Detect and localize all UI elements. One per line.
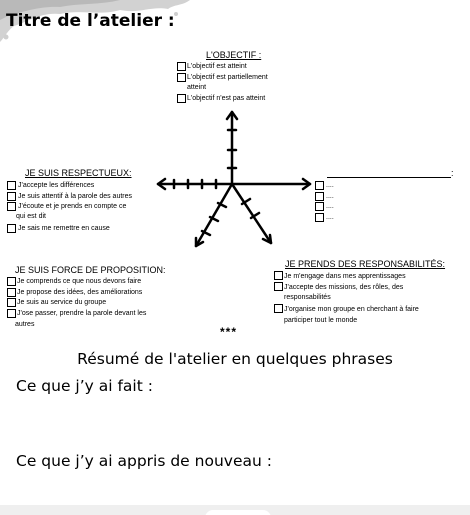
respectueux-heading: JE SUIS RESPECTUEUX:: [25, 168, 132, 178]
proposition-checkbox-3[interactable]: [7, 298, 16, 307]
objectif-option-3: L'objectif n'est pas atteint: [187, 95, 266, 102]
question-done: Ce que j’y ai fait :: [16, 377, 153, 395]
respectueux-checkbox-2[interactable]: [7, 192, 16, 201]
responsabilites-option-2: J'accepte des missions, des rôles, des: [284, 284, 404, 291]
respectueux-option-3-cont: qui est dit: [16, 213, 46, 220]
responsabilites-option-1: Je m'engage dans mes apprentissages: [284, 273, 406, 280]
responsabilites-option-3: J'organise mon groupe en cherchant à faire: [284, 306, 419, 313]
objectif-heading: L'OBJECTIF :: [206, 50, 262, 60]
proposition-option-2: Je propose des idées, des améliorations: [17, 289, 143, 296]
respectueux-checkbox-4[interactable]: [7, 224, 16, 233]
proposition-checkbox-2[interactable]: [7, 288, 16, 297]
responsabilites-checkbox-3[interactable]: [274, 304, 283, 313]
summary-heading: Résumé de l'atelier en quelques phrases: [77, 350, 393, 368]
custom-dots-2: ....: [326, 193, 334, 200]
footer-tab[interactable]: [205, 510, 271, 515]
responsabilites-checkbox-2[interactable]: [274, 282, 283, 291]
custom-dots-3: ....: [326, 203, 334, 210]
evaluation-axes: [150, 100, 325, 255]
respectueux-checkbox-1[interactable]: [7, 181, 16, 190]
separator-stars: ***: [220, 325, 238, 339]
respectueux-checkbox-3[interactable]: [7, 202, 16, 211]
responsabilites-option-3-cont: participer tout le monde: [284, 317, 358, 324]
question-learned: Ce que j’y ai appris de nouveau :: [16, 452, 272, 470]
respectueux-option-4: Je sais me remettre en cause: [18, 225, 110, 232]
objectif-checkbox-1[interactable]: [177, 62, 186, 71]
respectueux-option-2: Je suis attentif à la parole des autres: [18, 193, 133, 200]
proposition-option-4: J'ose passer, prendre la parole devant les: [17, 310, 147, 317]
objectif-option-2: L'objectif est partiellement: [187, 74, 268, 81]
objectif-checkbox-2[interactable]: [177, 73, 186, 82]
responsabilites-option-2-cont: responsabilités: [284, 294, 331, 301]
proposition-option-1: Je comprends ce que nous devons faire: [17, 278, 142, 285]
objectif-option-2-cont: atteint: [187, 84, 207, 91]
objectif-option-1: L'objectif est atteint: [187, 63, 247, 70]
custom-dots-1: ....: [326, 182, 334, 189]
proposition-checkbox-4[interactable]: [7, 309, 16, 318]
proposition-option-3: Je suis au service du groupe: [17, 299, 107, 306]
responsabilites-checkbox-1[interactable]: [274, 271, 283, 280]
responsabilites-heading: JE PRENDS DES RESPONSABILITÉS:: [285, 259, 446, 269]
proposition-option-4-cont: autres: [15, 321, 35, 328]
page-title: Titre de l’atelier :: [6, 11, 175, 31]
custom-dots-4: ....: [326, 214, 334, 221]
proposition-heading: JE SUIS FORCE DE PROPOSITION:: [15, 265, 166, 275]
proposition-checkbox-1[interactable]: [7, 277, 16, 286]
custom-heading-line[interactable]: [327, 177, 451, 178]
respectueux-option-3: J'écoute et je prends en compte ce: [18, 203, 127, 210]
custom-heading-colon: :: [451, 168, 454, 178]
respectueux-option-1: J'accepte les différences: [18, 182, 95, 189]
